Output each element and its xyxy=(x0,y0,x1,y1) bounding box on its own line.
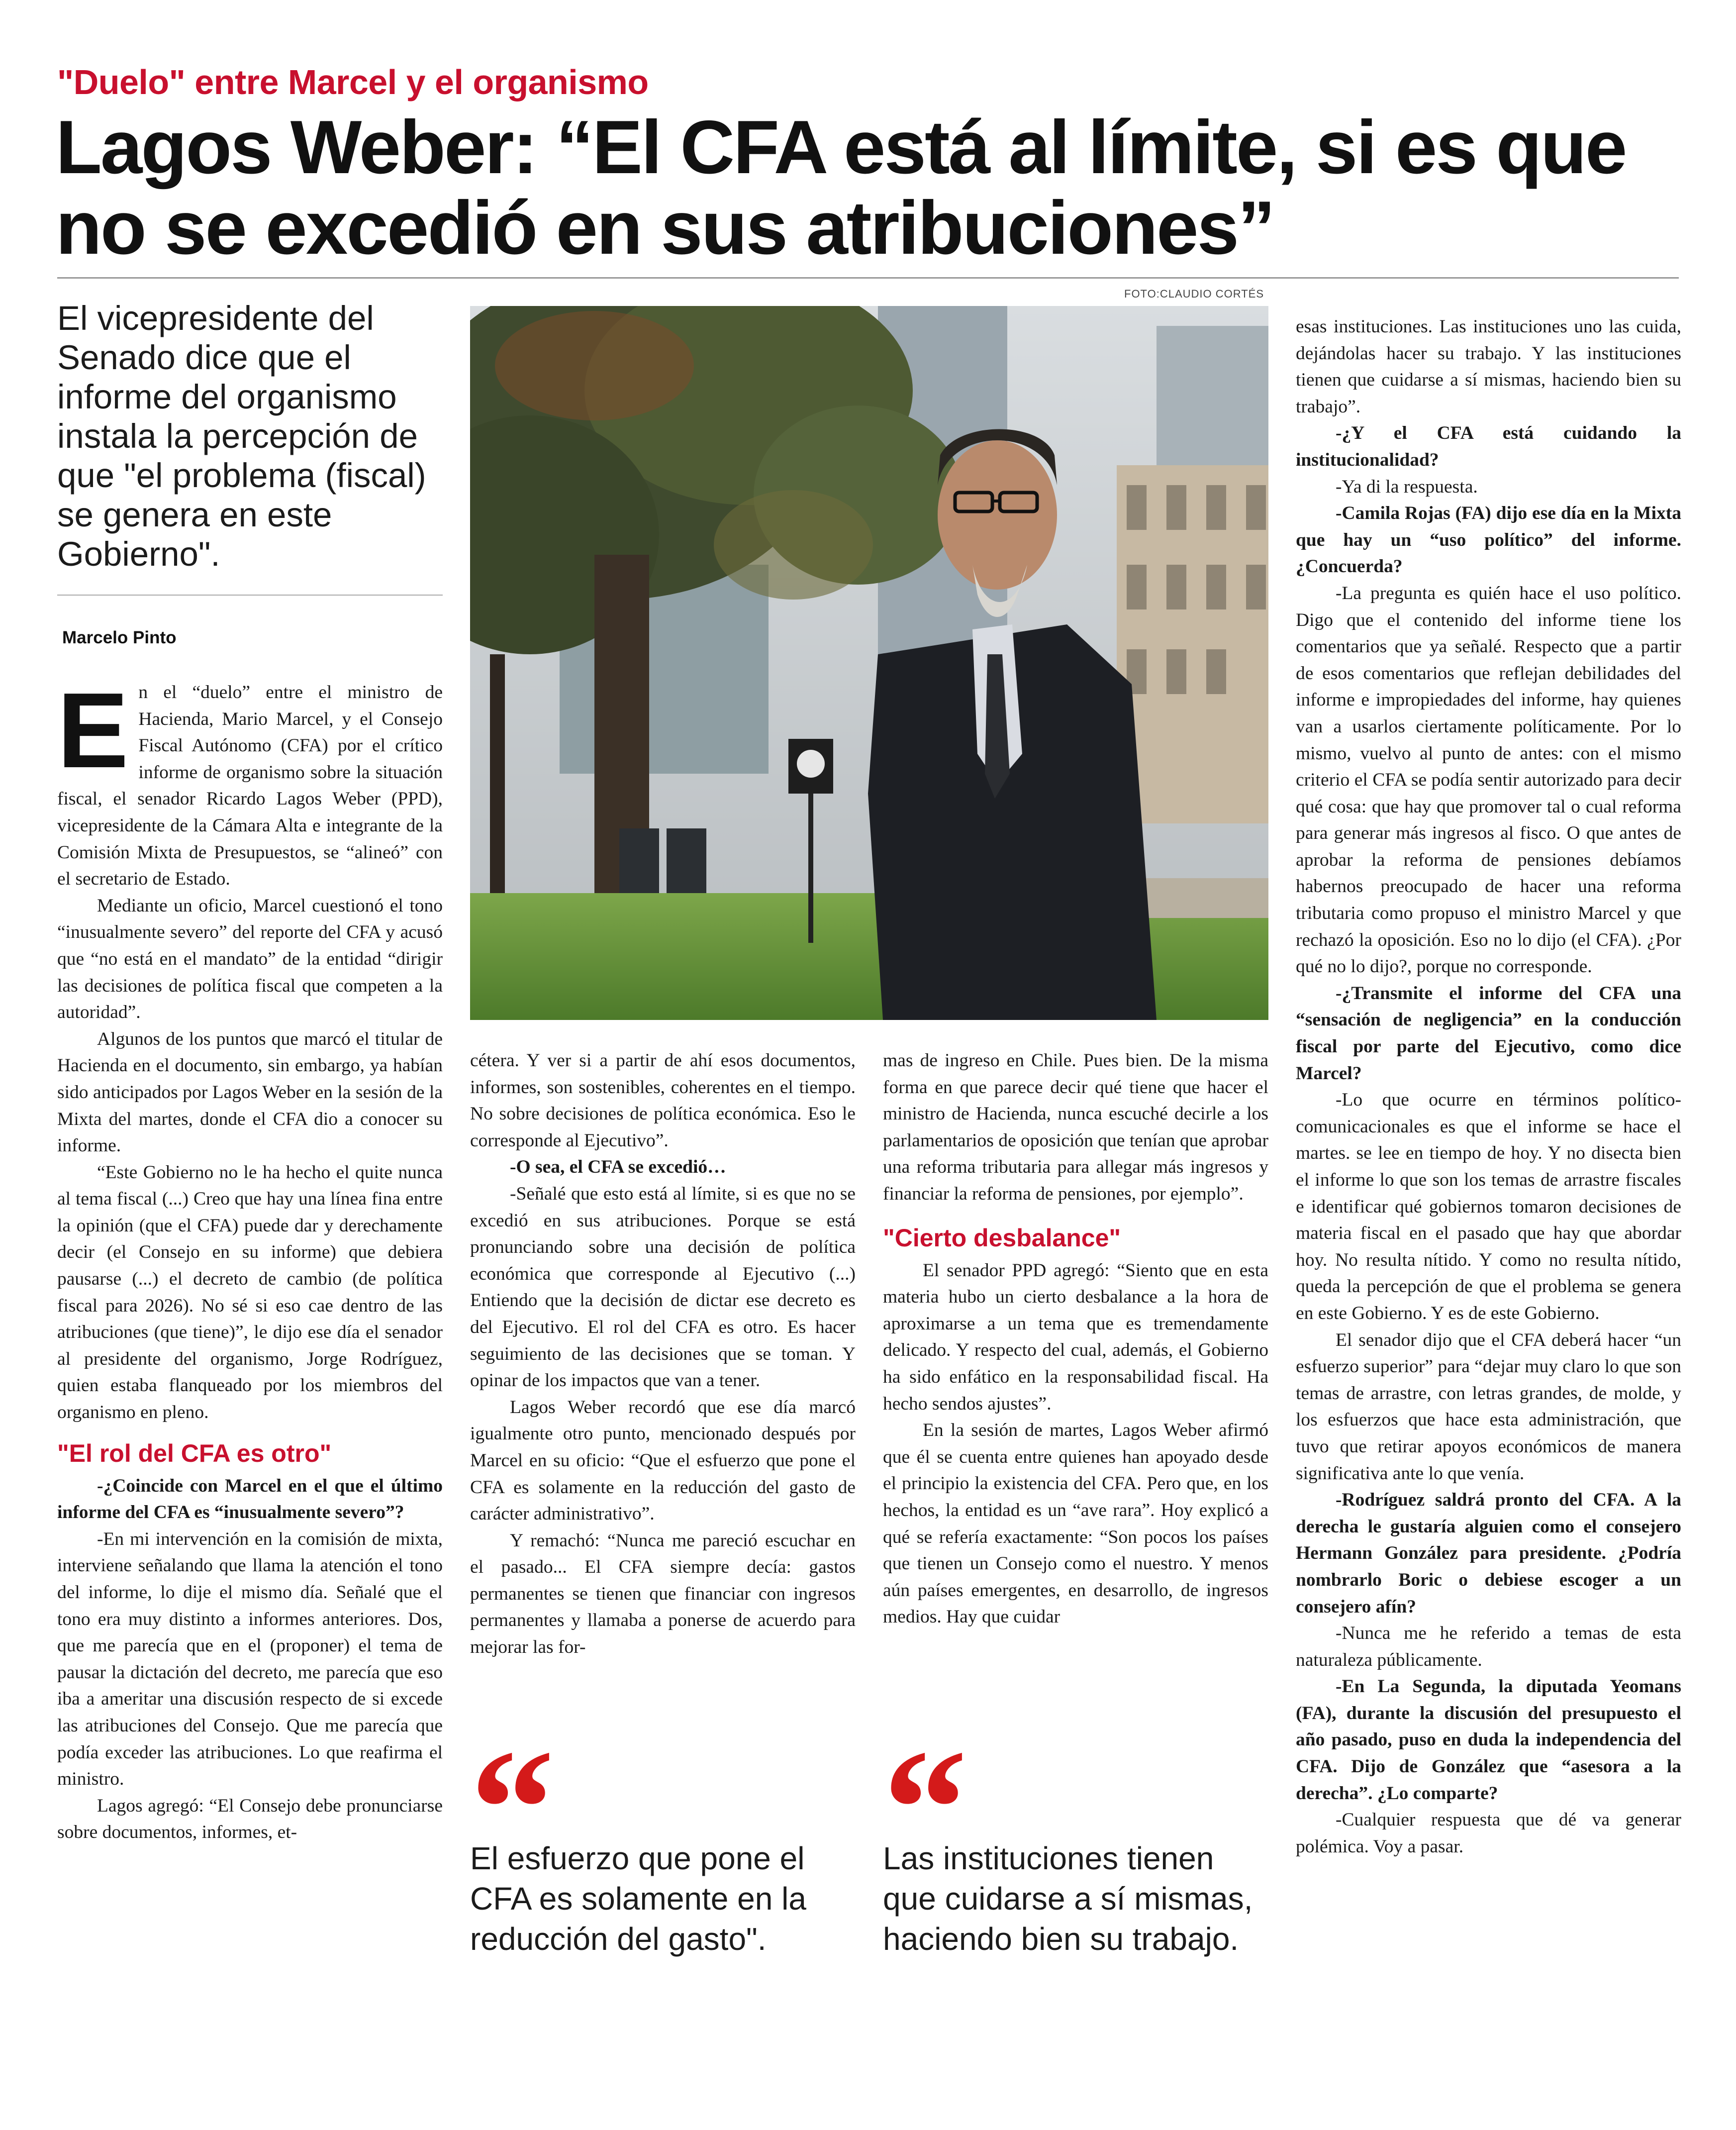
deck: El vicepresidente del Senado dice que el informe del organismo instala la percepción de que "el problema (fiscal) se genera en este Gobierno". xyxy=(57,299,426,573)
question: -¿Transmite el informe del CFA una “sensación de negligencia” en la conducción fiscal por parte del Ejecutivo, como dice Marcel? xyxy=(1296,983,1681,1084)
question: -¿Coincide con Marcel en el que el último informe del CFA es “inusualmente severo”? xyxy=(57,1475,443,1523)
paragraph: En la sesión de martes, Lagos Weber afirmó que él se cuenta entre quienes han apoyado desde el principio la existencia del CFA. Pero que, en los hechos, la entidad es un “ave rara”. Hoy explicó a qué se refería exactamente: “Son pocos los países que tienen un Consejo como el nuestro. Y menos aún países emergentes, en desarrollo, de ingresos medios. Hay que cuidar xyxy=(883,1420,1268,1627)
pull-quote-1 xyxy=(470,1715,848,1959)
paragraph: El senador dijo que el CFA deberá hacer “un esfuerzo superior” para “dejar muy claro lo que son temas de arrastre, con letras grandes, de molde, y los esfuerzos que hace esta administración, que tuvo que retirar apoyos económicos de manera significativa ante lo que venía. xyxy=(1296,1329,1681,1484)
answer: -Nunca me he referido a temas de esta naturaleza públicamente. xyxy=(1296,1623,1681,1670)
kicker: "Duelo" entre Marcel y el organismo xyxy=(57,63,649,101)
quote-mark-icon: “ xyxy=(470,1715,545,1902)
paragraph: n el “duelo” entre el ministro de Hacienda, Mario Marcel, y el Consejo Fiscal Autónomo (CFA) por el crítico informe de organismo sobre la situación fiscal, el senador Ricardo Lagos Weber (PPD), vicepresidente de la Cámara Alta e integrante de la Comisión Mixta de Presupuestos, se “alineó” con el secretario de Estado. xyxy=(57,682,443,890)
answer: -Señalé que esto está al límite, si es que no se excedió en sus atribuciones. Porque se está pronunciando sobre una decisión de política económica que corresponde al Ejecutivo (...) Entiendo que la decisión de dictar ese decreto es del Ejecutivo. El rol del CFA es otro. Es hacer seguimiento de las decisiones que se toman. Y opinar de los impactos que van a tener. xyxy=(470,1183,856,1391)
portrait-photo-illustration xyxy=(470,306,1268,1020)
answer: -Ya di la respuesta. xyxy=(1336,476,1478,497)
question: -O sea, el CFA se excedió… xyxy=(510,1157,726,1178)
paragraph: Lagos agregó: “El Consejo debe pronunciarse sobre documentos, informes, et- xyxy=(57,1795,443,1843)
answer: -En mi intervención en la comisión de mixta, interviene señalando que llama la atención el tono del informe, lo dije el mismo día. Señalé que el tono era muy distinto a informes anteriores. Dos, que me parecía que en el (proponer) el tema de pausar la dictación del decreto, me parecía que eso iba a ameritar una discusión respecto de si excede las atribuciones del Consejo. Que me parecía que podía exceder las atribuciones. Lo que reafirma el ministro. xyxy=(57,1528,443,1790)
dropcap: E xyxy=(57,670,129,790)
headline: Lagos Weber: “El CFA está al límite, si es que no se excedió en sus atribuciones” xyxy=(56,105,1626,270)
paragraph: Algunos de los puntos que marcó el titular de Hacienda en el documento, sin embargo, ya habían sido anticipados por Lagos Weber en la sesión de la Mixta del martes, donde el CFA dio a conocer su informe. xyxy=(57,1028,443,1156)
article-column-3 xyxy=(883,1047,1268,1630)
question: -¿Y el CFA está cuidando la institucionalidad? xyxy=(1296,423,1681,470)
pull-quote-text: El esfuerzo que pone el CFA es solamente en la reducción del gasto". xyxy=(470,1840,806,1957)
question: -Camila Rojas (FA) dijo ese día en la Mixta que hay un “uso político” del informe. ¿Concuerda? xyxy=(1296,503,1681,577)
paragraph: esas instituciones. Las instituciones uno las cuida, dejándolas hacer su trabajo. Y las instituciones tienen que cuidarse a sí mismas, haciendo bien su trabajo”. xyxy=(1296,316,1681,417)
subhead-rol-cfa: "El rol del CFA es otro" xyxy=(57,1439,332,1467)
question: -En La Segunda, la diputada Yeomans (FA), durante la discusión del presupuesto el año pasado, puso en duda la independencia del CFA. Dijo de González que “asesora a la derecha”. ¿Lo comparte? xyxy=(1296,1676,1681,1804)
pull-quote-text: Las instituciones tienen que cuidarse a sí mismas, haciendo bien su trabajo. xyxy=(883,1840,1253,1957)
answer: -Cualquier respuesta que dé va generar polémica. Voy a pasar. xyxy=(1296,1810,1681,1857)
paragraph: cétera. Y ver si a partir de ahí esos documentos, informes, son sostenibles, coherentes en el tiempo. No sobre decisiones de política económica. Eso le corresponde al Ejecutivo”. xyxy=(470,1050,856,1151)
paragraph: El senador PPD agregó: “Siento que en esta materia hubo un cierto desbalance a la hora de aproximarse a un tema que es tremendamente delicado. Y respecto del cual, además, el Gobierno ha sido enfático en la responsabilidad fiscal. Ha hecho sendos ajustes”. xyxy=(883,1260,1268,1414)
article-column-4 xyxy=(1296,313,1681,1860)
article-column-2 xyxy=(470,1047,856,1661)
answer: -La pregunta es quién hace el uso político. Digo que el contenido del informe tiene los comentarios que ya señalé. Respecto que a partir de esos comentarios que reflejan debilidades del informe e impropiedades del informe, hay quienes van a usarlos ciertamente políticamente. Por lo mismo, vuelvo al punto de antes: con el mismo criterio el CFA se podía sentir autorizado para decir qué cosa: que hay que promover tal o cual reforma para generar más ingresos al fisco. O que antes de aprobar la reforma de pensiones debíamos habernos preocupado de hacer una reforma tributaria como propuso el ministro Marcel y que rechazó la oposición. Eso no lo dijo (el CFA). ¿Por qué no lo dijo?, porque no corresponde. xyxy=(1296,583,1681,977)
photo-credit: FOTO:CLAUDIO CORTÉS xyxy=(1124,288,1264,300)
paragraph: mas de ingreso en Chile. Pues bien. De la misma forma en que parece decir qué tiene que hacer el ministro de Hacienda, nunca escuché decirle a los parlamentarios de oposición que tenían que aprobar una reforma tributaria para allegar más ingresos y financiar la reforma de pensiones, por ejemplo”. xyxy=(883,1050,1268,1204)
quote-mark-icon: “ xyxy=(883,1715,958,1902)
answer: -Lo que ocurre en términos político-comunicacionales es que el informe se hace el martes. se lee en tiempo de hoy. Y no disecta bien el informe lo que son los temas de arrastre fiscales e identificar qué gobiernos tomaron decisiones de materia fiscal en el pasado que hay que abordar hoy. No resulta nítido. Y como no resulta nítido, queda la percepción de que el problema se genera en este Gobierno. Y es de este Gobierno. xyxy=(1296,1090,1681,1323)
paragraph: Lagos Weber recordó que ese día marcó igualmente otro punto, mencionado después por Marcel en su oficio: “Que el esfuerzo que pone el CFA es solamente en la reducción del gasto de carácter administrativo”. xyxy=(470,1397,856,1524)
deck-rule xyxy=(57,595,443,596)
article-column-1 xyxy=(57,670,443,1846)
pull-quote-2 xyxy=(883,1715,1261,1959)
header-rule xyxy=(57,277,1679,279)
subhead-cierto-desbalance: "Cierto desbalance" xyxy=(883,1223,1121,1252)
byline: Marcelo Pinto xyxy=(62,628,177,647)
paragraph: “Este Gobierno no le ha hecho el quite nunca al tema fiscal (...) Creo que hay una línea fina entre la opinión (que el CFA) puede dar y derechamente decir (el Consejo en su informe) que debiera pausarse (...) el decreto de cambio (de política fiscal para 2026). No sé si eso cae dentro de las atribuciones (que tiene)”, le dijo ese día el senador al presidente del organismo, Jorge Rodríguez, quien estaba flanqueado por los miembros del organismo en pleno. xyxy=(57,1162,443,1423)
question: -Rodríguez saldrá pronto del CFA. A la derecha le gustaría alguien como el consejero Hermann González para presidente. ¿Podría nombrarlo Boric o debiese escoger a un consejero afín? xyxy=(1296,1490,1681,1617)
paragraph: Y remachó: “Nunca me pareció escuchar en el pasado... El CFA siempre decía: gastos permanentes se tienen que financiar con ingresos permanentes y llamaba a ponerse de acuerdo para mejorar las for- xyxy=(470,1530,856,1658)
paragraph: Mediante un oficio, Marcel cuestionó el tono “inusualmente severo” del reporte del CFA y acusó que “no está en el mandato” de la entidad “dirigir las decisiones de política fiscal que competen a la autoridad”. xyxy=(57,895,443,1023)
article-photo xyxy=(470,306,1268,1020)
